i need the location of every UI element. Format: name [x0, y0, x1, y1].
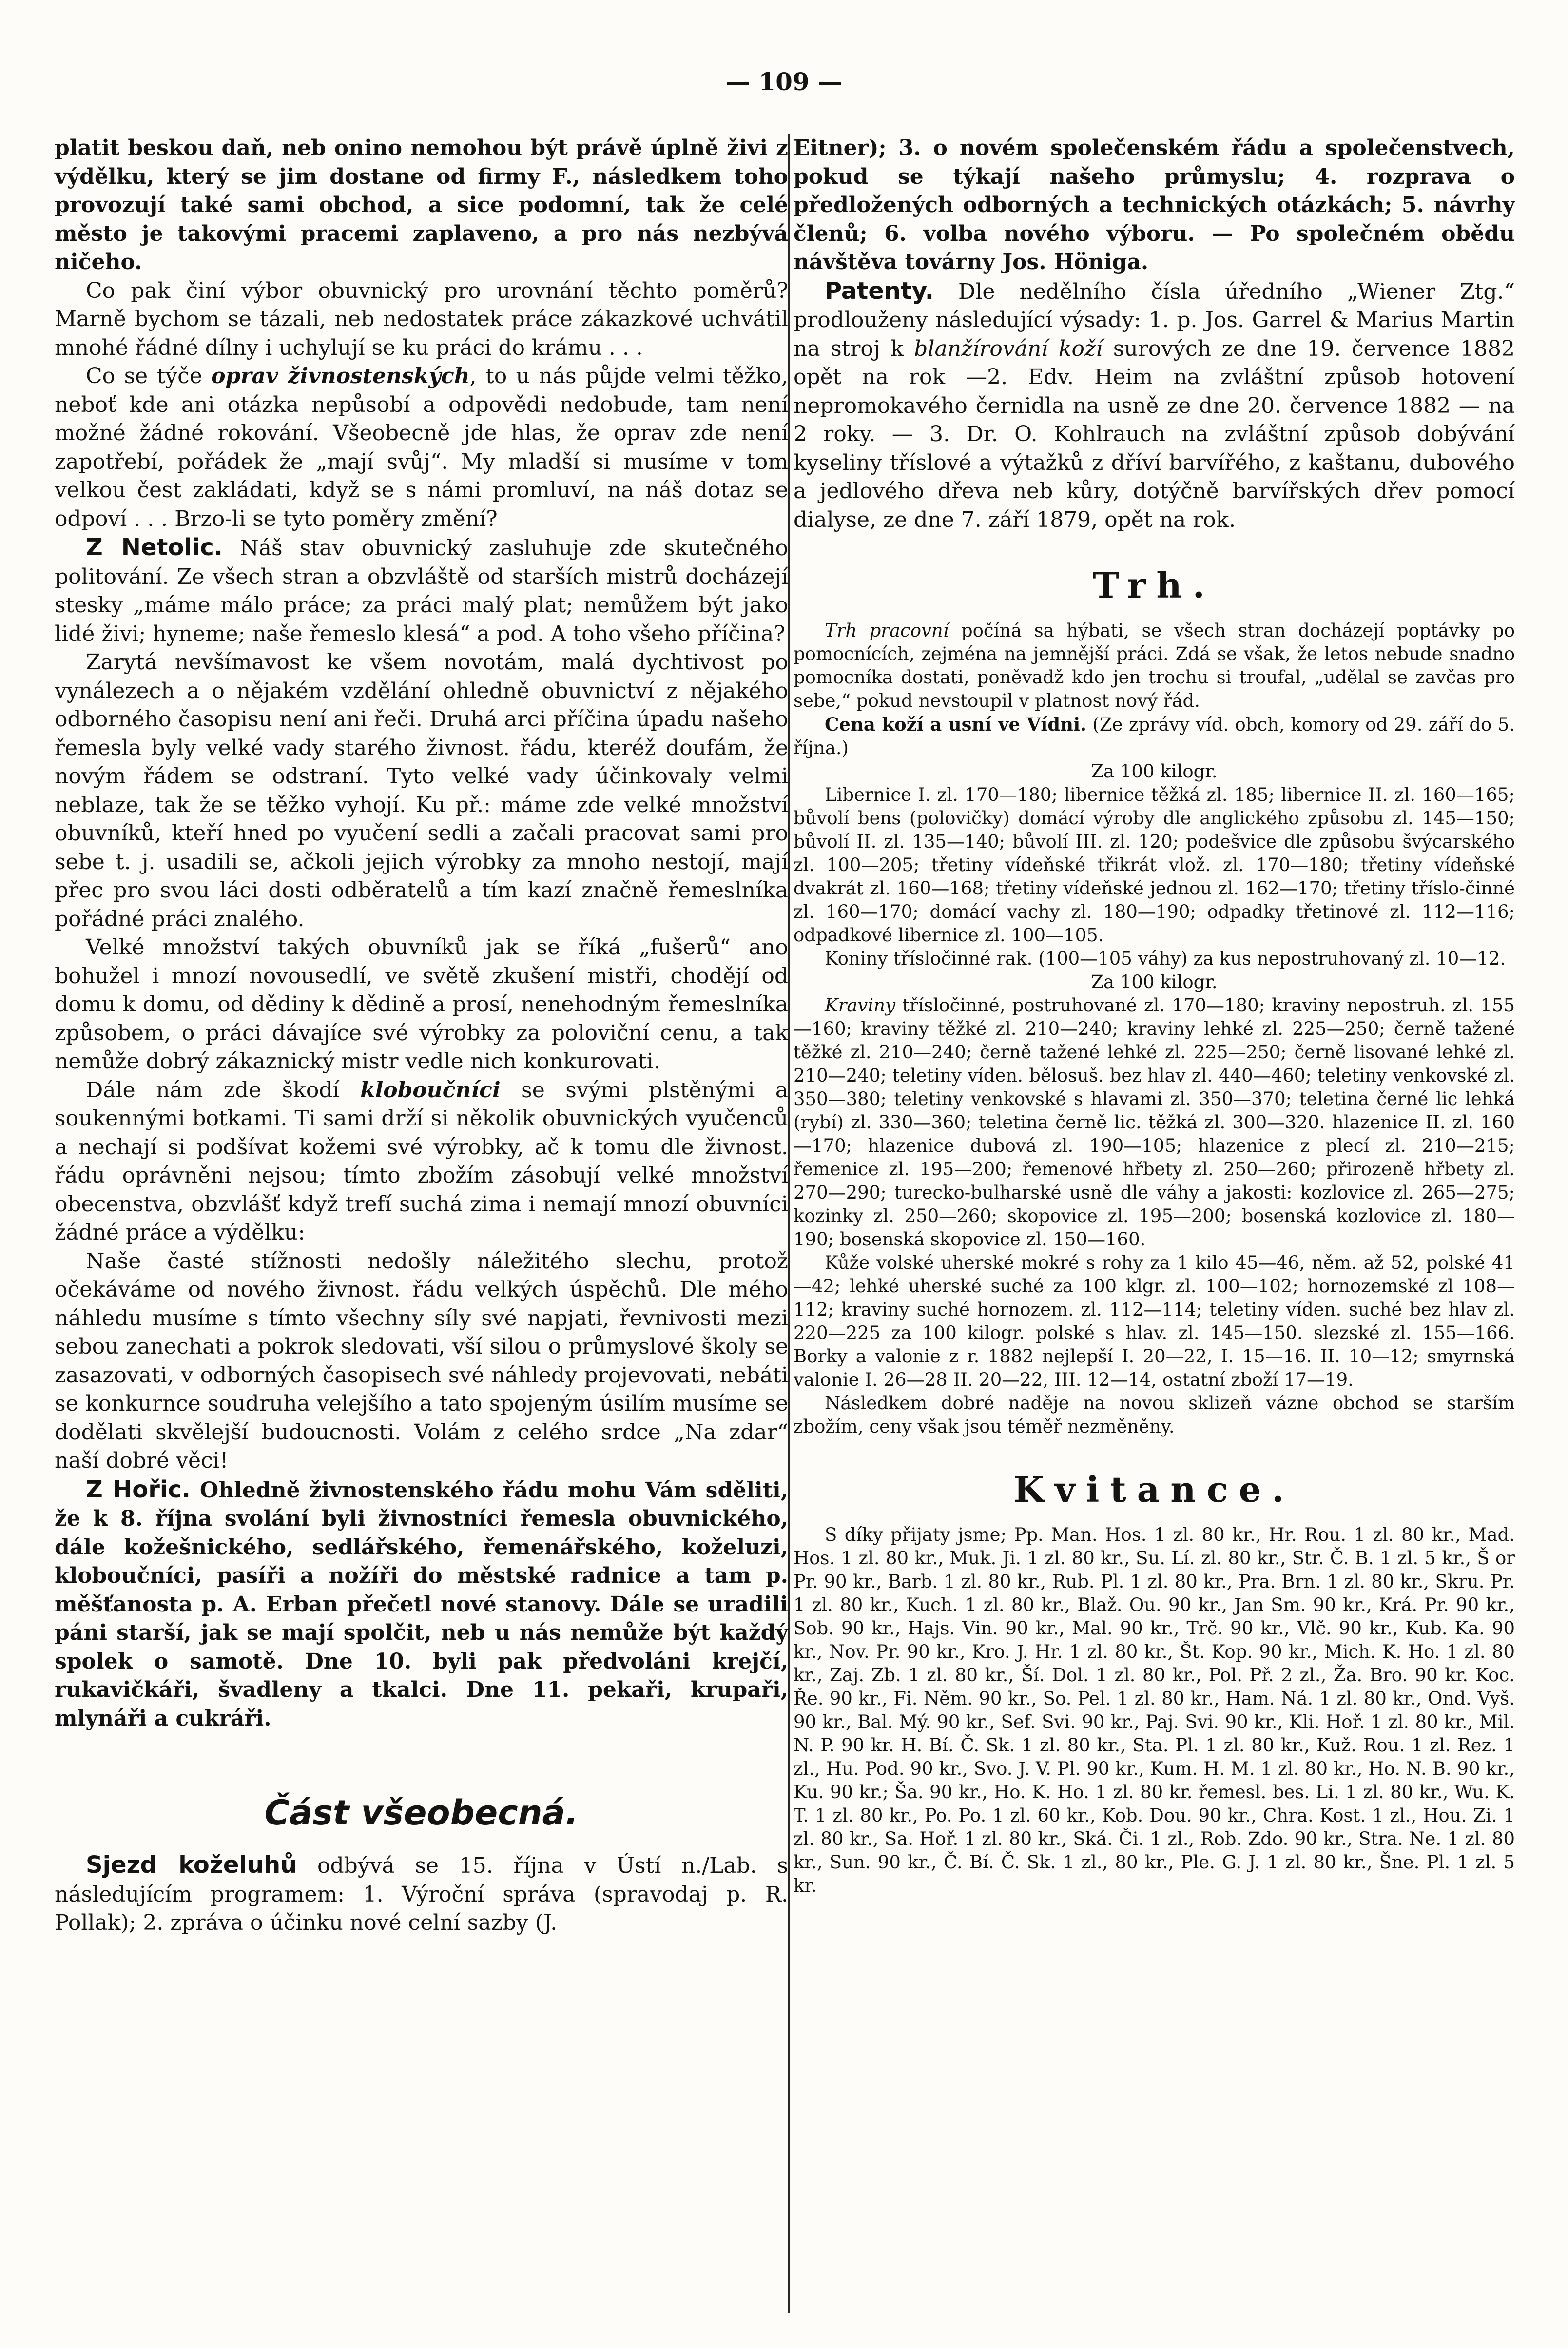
text-run: třísločinné, postruhované zl. 170—180; kraviny nepostruh. zl. 155—160; kraviny těžké zl. 210—240; kraviny lehké zl. 225—250; černě tažené těžké zl. 210—240; černě tažené lehké zl. 225—250; černě lisované lehké zl. 210—240; teletiny víden. bělosuš. bez hlav zl. 440—460; teletiny venkovské zl. 350—380; teletiny venkovské s hlavami zl. 350—370; teletina černé lic lehká (rybí) zl. 330—360; teletina černě lic. těžká zl. 300—320. hlazenice II. zl. 160—170; hlazenice dubová zl. 190—105; hlazenice z plecí zl. 210—215; řemenice zl. 195—200; řemenové hřbety zl. 250—260; přirozeně hřbety zl. 270—290; turecko-bulharské usně dle váhy a jakosti: kozlovice zl. 265—275; kozinky zl. 250—260; skopovice zl. 195—200; bosenská kozlovice zl. 180—190; bosenská skopovice zl. 150—160.	[794, 995, 1515, 1250]
report-lead: Sjezd koželuhů	[86, 1851, 297, 1879]
report-sjezd	[55, 1851, 788, 1938]
receipts-list: S díky přijaty jsme; Pp. Man. Hos. 1 zl. 80 kr., Hr. Rou. 1 zl. 80 kr., Mad. Hos. 1 zl. 80 kr., Muk. Ji. 1 zl. 80 kr., Su. Lí. zl. 80 kr., Str. Č. B. 1 zl. 5 kr., Š or Pr. 90 kr., Barb. 1 zl. 80 kr., Rub. Pl. 1 zl. 80 kr., Pra. Brn. 1 zl. 80 kr., Skru. Pr. 1 zl. 80 kr., Kuch. 1 zl. 80 kr., Blaž. Ou. 90 kr., Jan Sm. 90 kr., Krá. Pr. 90 kr., Sob. 90 kr., Hajs. Vin. 90 kr., Mal. 90 kr., Trč. 90 kr., Vlč. 90 kr., Kub. Ka. 90 kr., Nov. Pr. 90 kr., Kro. J. Hr. 1 zl. 80 kr., Št. Kop. 90 kr., Mich. K. Ho. 1 zl. 80 kr., Zaj. Zb. 1 zl. 80 kr., Ší. Dol. 1 zl. 80 kr., Pol. Př. 2 zl., Ža. Bro. 90 kr. Koc. Ře. 90 kr., Fi. Něm. 90 kr., So. Pel. 1 zl. 80 kr., Ham. Ná. 1 zl. 80 kr., Ond. Vyš. 90 kr., Bal. Mý. 90 kr., Sef. Svi. 90 kr., Paj. Svi. 90 kr., Kli. Hoř. 1 zl. 80 kr., Mil. N. P. 90 kr. H. Bí. Č. Sk. 1 zl. 80 kr., Sta. Pl. 1 zl. 80 kr., Kuž. Rou. 1 zl. Rez. 1 zl., Hu. Pod. 90 kr., Svo. J. V. Pl. 90 kr., Kum. H. M. 1 zl. 80 kr., Ho. N. B. 90 kr., Ku. 90 kr.; Ša. 90 kr., Ho. K. Ho. 1 zl. 80 kr. řemesl. bes. Li. 1 zl. 80 kr., Wu. K. T. 1 zl. 80 kr., Po. Po. 1 zl. 60 kr., Kob. Dou. 90 kr., Chra. Kost. 1 zl., Hou. Zi. 1 zl. 80 kr., Sa. Hoř. 1 zl. 80 kr., Ská. Či. 1 zl., Rob. Zdo. 90 kr., Stra. Ne. 1 zl. 80 kr., Sun. 90 kr., Č. Bí. Č. Sk. 1 zl., 80 kr., Ple. G. J. 1 zl. 80 kr., Šne. Pl. 1 zl. 5 kr.	[794, 1524, 1515, 1896]
paragraph: platit beskou daň, neb onino nemohou být právě úplně živi z výdělku, který se jim dostane od firmy F., následkem toho provozují také sami obchod, a sice podomní, tak že celé město je takovými pracemi zaplaveno, a pro nás nezbývá ničeho.	[55, 136, 788, 274]
text-run: Dle nedělního čísla úředního „Wiener Ztg.“ prodlouženy následující výsady: 1. p. Jos. Garrel & Marius Martin na stroj k	[794, 279, 1515, 361]
report-horice	[55, 1475, 788, 1733]
paragraph	[55, 362, 788, 533]
paragraph: Eitner); 3. o novém společenském řádu a společenstvech, pokud se týkají našeho průmyslu; 4. rozprava o předložených odborných a technických otázkách; 5. návrhy členů; 6. volba nového výboru. — Po společném obědu návštěva továrny Jos. Höniga.	[794, 136, 1515, 274]
text-run: surových ze dne 19. července 1882 opět na rok —2. Edv. Heim na zvláštní způsob hotovení nepromokavého černidla na usně ze dne 20. července 1882 — na 2 roky. — 3. Dr. O. Kohlrauch na zvláštní způsob dobývání kyseliny tříslové a výtažků z dříví barvířého, z kaštanu, dubového a jedlového dřeva neb kůry, dotýčně barvířských dřev pomocí dialyse, ze dne 7. září 1879, opět na rok.	[794, 336, 1515, 532]
emphasis: Trh pracovní	[825, 620, 949, 641]
section-title: Část všeobecná.	[264, 1793, 579, 1833]
report-lead: Z Netolic.	[86, 534, 223, 561]
emphasis: oprav živnostenských	[211, 364, 470, 388]
paragraph: Naše časté stížnosti nedošly náležitého slechu, protož očekáváme od nového živnost. řádu velkých úspěchů. Dle mého náhledu musíme s tímto všechny síly své napjati, řevnivosti mezi sebou zanechati a pokrok sledovati, vší silou o průmyslové školy se zasazovati, v odborných časopisech své náhledy projevovati, nebáti se konkurnce soudruha velejšího a tato spojeným úsilím musíme se dodělati skvělejší budoucnosti. Volám z celého srdce „Na zdar“ naší dobré věci!	[55, 1248, 788, 1473]
price-list: Kůže volské uherské mokré s rohy za 1 kilo 45—46, něm. až 52, polské 41—42; lehké uherské suché za 100 klgr. zl. 100—102; hornozemské zl 108—112; kraviny suché hornozem. zl. 112—114; teletiny víden. suché bez hlav zl. 220—225 za 100 kilogr. polské s hlav. zl. 145—150. slezské zl. 155—166. Borky a valonie z r. 1882 nejlepší I. 20—22, I. 15—16. II. 10—12; smyrnská valonie I. 26—28 II. 20—22, III. 12—14, ostatní zboží 17—19.	[794, 1252, 1515, 1390]
receipts-heading: Kvitance.	[1013, 1469, 1295, 1510]
report-lead: Patenty.	[825, 277, 934, 305]
patents	[794, 277, 1515, 535]
right-column	[794, 134, 1515, 1898]
emphasis: Kraviny	[825, 995, 895, 1016]
market-heading: Trh.	[1093, 564, 1216, 606]
price-list	[794, 994, 1515, 1251]
report-lead: Cena koží a usní ve Vídni.	[825, 714, 1087, 735]
paragraph: Velké množství takých obuvníků jak se říká „fušerů“ ano bohužel i mnozí novousedlí, ve světě zkušení mistři, chodějí od domu k domu, od dědiny k dědině a prosí, nenehodným řemeslníka způsobem, o práci dávajíce své výrobky za poloviční cenu, a tak nemůže dobrý zákaznický mistr vedle nich konkurovati.	[55, 935, 788, 1074]
paragraph: Co pak činí výbor obuvnický pro urovnání těchto poměrů? Marně bychom se tázali, neb nedostatek práce zákazkové uchvátil mnohé řádné dílny i uchylují se ku práci do krámu . . .	[55, 278, 788, 360]
text-run: odbývá se 15. října v Ústí n./Lab. s následujícím programem: 1. Výroční správa (spravodaj p. R. Pollak); 2. zpráva o účinku nové celní sazby (J.	[55, 1853, 788, 1935]
paragraph	[55, 1076, 788, 1247]
column-divider	[788, 134, 790, 2313]
price-list: Koniny třísločinné rak. (100—105 váhy) za kus nepostruhovaný zl. 10—12.	[825, 948, 1506, 969]
paragraph: Následkem dobré naděje na novou sklizeň vázne obchod se starším zbožím, ceny však jsou téměř nezměněny.	[794, 1393, 1515, 1437]
unit-label: Za 100 kilogr.	[1091, 761, 1218, 782]
report-lead: Z Hořic.	[86, 1475, 191, 1503]
paragraph	[794, 619, 1515, 713]
report-netolice	[55, 533, 788, 648]
page-number: — 109 —	[725, 67, 843, 96]
text-run: , to u nás půjde velmi těžko, neboť kde ani otázka nepůsobí a odpovědi nedobude, tam není možné žádné rokování. Všeobecně jde hlas, že oprav zde není zapotřebí, pořádek že „mají svůj“. My mladší si musíme v tom velkou čest zakládati, když se s námi promluví, na náš dotaz se odpoví . . . Brzo-li se tyto poměry změní?	[55, 364, 788, 531]
text-run: Dále nám zde škodí	[86, 1077, 361, 1103]
paragraph: Zarytá nevšímavost ke všem novotám, malá dychtivost po vynálezech a o nějakém vzdělání ohledně obuvnictví z nějakého odborného časopisu není ani řeči. Druhá arci příčina úpadu našeho řemesla byly velké vady starého živnost. řádu, kteréž doufám, že novým řádem se odstraní. Tyto velké vady účinkovaly velmi neblaze, tak že se těžko vyhojí. Ku př.: máme zde velké množství obuvníků, kteří hned po vyučení sedli a začali pracovat sami pro sebe t. j. usadili se, ačkoli jejich výrobky za mnoho nestojí, mají přec pro svou láci dosti odběratelů a tím kazí značně řemeslníka pořádné práci znalého.	[55, 650, 788, 931]
text-run: počíná sa hýbati, se všech stran docházejí poptávky po pomocnících, zejména na jemnější práci. Zdá se však, že letos nebude snadno pomocníka dostati, poněvadž kdo jen trochu si troufal, „udělal se zavčas pro sebe,“ pokud nevstoupil v platnost nový řád.	[794, 620, 1515, 711]
text-run: (Ze zprávy víd. obch, komory od 29. září do 5. října.)	[794, 714, 1515, 758]
text-run: se svými plstěnými a soukennými botkami. Ti sami drží si několik obuvnických vyučenců a nechají si podšívat kožemi své výrobky, ač k tomu dle živnost. řádu oprávněni nejsou; tímto zbožím zásobují velké množství obecenstva, obzvlášť když trefí suchá zima i nemají mnozí obuvníci žádné práce a výdělku:	[55, 1077, 789, 1245]
text-run: Náš stav obuvnický zasluhuje zde skutečného politování. Ze všech stran a obzvláště od starších mistrů docházejí stesky „máme málo práce; za práci malý plat; nemůžem být jako lidé živi; hyneme; naše řemeslo klesá“ a pod. A toho všeho příčina?	[55, 536, 788, 646]
price-report-intro	[794, 713, 1515, 760]
left-column	[55, 134, 788, 1938]
emphasis: blanžírování koží	[914, 336, 1103, 361]
unit-label: Za 100 kilogr.	[1091, 971, 1218, 992]
text-run: Ohledně živnostenského řádu mohu Vám sděliti, že k 8. října svolání byli živnostníci řemesla obuvnického, dále kožešnického, sedlářského, řemenářského, koželuzi, kloboučníci, pasíři a nožíři do městské radnice a tam p. měšťanosta p. A. Erban přečetl nové stanovy. Dále se uradili páni starší, jak se mají spolčit, neb u nás nemůže být každý spolek o samotě. Dne 10. byli pak předvoláni krejčí, rukavičkáři, švadleny a tkalci. Dne 11. pekaři, krupaři, mlynáři a cukráři.	[55, 1477, 788, 1731]
price-list: Libernice I. zl. 170—180; libernice těžká zl. 185; libernice II. zl. 160—165; bůvolí bens (polovičky) domácí výroby dle anglického způsobu zl. 145—150; bůvolí II. zl. 135—140; bůvolí III. zl. 120; podešvice dle způsobu švýcarského zl. 100—205; třetiny vídeňské třikrát vlož. zl. 170—180; třetiny vídeňské dvakrát zl. 160—168; třetiny vídeňské jednou zl. 162—170; třetiny tříslo-činné zl. 160—170; domácí vachy zl. 180—190; odpadky třetinové zl. 112—116; odpadkové libernice zl. 100—105.	[794, 784, 1515, 946]
text-run: Co se týče	[86, 364, 212, 388]
emphasis: kloboučníci	[360, 1077, 501, 1103]
